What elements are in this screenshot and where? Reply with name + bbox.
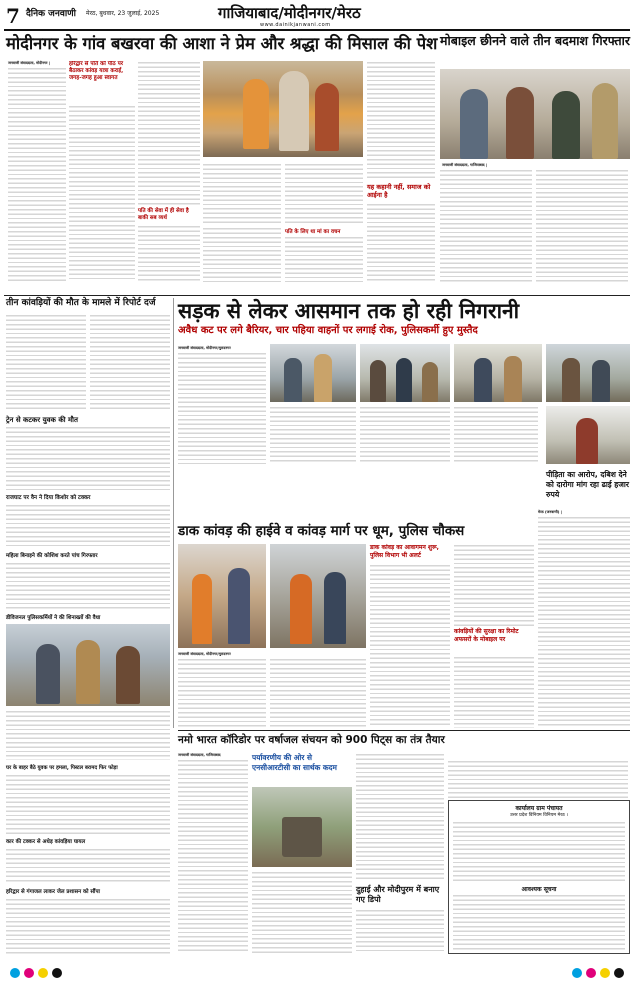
divider (178, 730, 630, 731)
lead-body-col6b (367, 203, 435, 282)
banner-subhead: अवैध कट पर लगे बैरियर, चार पहिया वाहनों पर लगाई रोक, पुलिसकर्मी हुए मुस्तैद (178, 325, 478, 336)
lead-kicker-box (69, 61, 135, 101)
lead-body-col6 (367, 61, 435, 179)
deaths-body-9 (6, 898, 170, 956)
page-number: 7 (6, 4, 20, 28)
corridor-body-5 (448, 760, 628, 798)
section-title: गाजियाबाद/मोदीनगर/मेरठ (218, 4, 361, 22)
divider (4, 295, 630, 296)
corridor-photo-pit (282, 817, 322, 857)
lead-photo-figure (279, 71, 309, 151)
notice-body-1 (453, 821, 625, 881)
corridor-body-1 (178, 759, 248, 954)
lead-body-col1 (8, 67, 66, 282)
deaths-body-7 (6, 774, 170, 834)
corridor-headline: नमो भारत कॉरिडोर पर वर्षाजल संचयन को 900 पिट्स का तंत्र तैयार (178, 734, 445, 746)
registration-mark (600, 968, 610, 978)
notice-heading: आवश्यक सूचना (521, 886, 557, 893)
banner-body-4 (454, 406, 538, 464)
notice-box (448, 800, 630, 954)
notice-body-2 (453, 894, 625, 950)
kanwar-subhead-2: कांवड़ियों की सुरक्षा का रिमोट अफसरों के मोबाइल पर (454, 628, 519, 643)
lead-body-col4b (203, 227, 281, 282)
paper-name: दैनिक जनवाणी (26, 9, 76, 19)
banner-photo-1 (270, 344, 356, 402)
mobile-body-col2 (536, 169, 628, 283)
kanwar-photo-figure (228, 568, 250, 644)
banner-photo-figure (592, 360, 610, 402)
registration-mark (38, 968, 48, 978)
deaths-subhead-2: राजघाट पर वैन ने दिया किशोर को टक्कर (6, 495, 91, 501)
lead-subhead-2: पति के लिए था मां का वचन (285, 229, 341, 235)
banner-body-2 (270, 406, 356, 464)
dowry-headline: पीड़िता का आरोप, दबिश देने को दारोगा मांग रहा ढाई हजार रुपये (546, 470, 629, 499)
mobile-headline: मोबाइल छीनने वाले तीन बदमाश गिरफ्तार (440, 33, 630, 48)
kanwar-story (178, 522, 534, 728)
lead-kicker: हरिद्वार से पति को पीठ पर बैठाकर कांवड़ यात्रा कराई, जगह-जगह हुआ स्वागत (69, 61, 124, 81)
kanwar-body-1 (178, 658, 266, 728)
kanwar-photo-figure (192, 574, 212, 644)
kanwar-photo-figure (324, 572, 346, 644)
banner-photo-3 (454, 344, 542, 402)
corridor-bottom-headline: दुहाई और मोदीपुरम में बनाए गए डिपो (356, 885, 440, 904)
banner-photo-5 (546, 406, 630, 464)
kanwar-body-5 (454, 656, 534, 728)
notice-subtitle: उत्तर प्रदेश विनियम विनियम मेरठ । (510, 813, 568, 818)
mobile-photo-figure (460, 89, 488, 159)
kanwar-subhead-1: डाक कांवड़ का आवागमन शुरू, पुलिस विभाग भी अलर्ट (370, 544, 439, 559)
lead-body-col3b (138, 225, 200, 282)
lead-headline: मोदीनगर के गांव बखरवा की आशा ने प्रेम और श्रद्धा की मिसाल की पेश (6, 34, 438, 53)
banner-photo-figure (396, 358, 412, 402)
masthead-rule (4, 29, 630, 31)
lead-body-col3 (138, 61, 200, 207)
lead-body-col5 (285, 163, 363, 223)
deaths-subhead-4: डीविजनल पुलिसकर्मियों ने की शिनाख्तों की वैधा (6, 615, 101, 621)
banner-photo-figure (504, 356, 522, 402)
corridor-photo (252, 787, 352, 867)
corridor-byline: जनवाणी संवाददाता, गाजियाबाद (178, 753, 221, 757)
lead-story (6, 33, 436, 293)
notice-title: कार्यालय ग्राम पंचायत (515, 805, 563, 812)
deaths-photo-figure (36, 644, 60, 704)
corridor-body-2 (252, 871, 352, 954)
deaths-subhead-1: ट्रेन से कटकर युवक की मौत (6, 416, 78, 424)
kanwar-headline: डाक कांवड़ की हाईवे व कांवड़ मार्ग पर धूम, पुलिस चौकस (178, 523, 465, 539)
kanwar-photo-2 (270, 544, 366, 648)
deaths-subhead-3: महिला बिनाइने की कोशिश करते पांच गिरफ्तार (6, 553, 98, 559)
masthead (0, 0, 634, 30)
lead-subhead-1: पति की सेवा में ही सेवा है बाकी सब व्यर्थ (138, 208, 189, 221)
banner-photo-figure (474, 358, 492, 402)
banner-photo-figure (370, 360, 386, 402)
banner-body-3 (360, 406, 450, 464)
mobile-photo-figure (552, 91, 580, 159)
deaths-body-6 (6, 710, 170, 760)
registration-mark (24, 968, 34, 978)
banner-headline: सड़क से लेकर आसमान तक हो रही निगरानी (178, 299, 520, 323)
lead-byline: जनवाणी संवाददाता, मोदीनगर | (8, 61, 51, 65)
banner-photo-4 (546, 344, 630, 402)
deaths-body-1 (6, 314, 86, 412)
deaths-story (6, 298, 170, 956)
kanwar-byline: जनवाणी संवाददाता, मोदीनगर/मुरादनगर (178, 652, 231, 656)
kanwar-photo-figure (290, 574, 312, 644)
deaths-subhead-5: घर के बाहर बैठे युवक पर हमला, पिस्टल बरामद फिर फोड़ा (6, 765, 118, 771)
corridor-body-3 (356, 753, 444, 881)
deaths-body-3 (6, 426, 170, 490)
dowry-story (538, 510, 630, 728)
mobile-body-col1 (440, 169, 532, 283)
lead-photo-figure (315, 83, 339, 151)
lead-body-col5b (285, 236, 363, 282)
corridor-side-headline: पर्यावरणीय की ओर से एनसीआरटीसी का सार्थक कदम (252, 753, 337, 772)
deaths-headline: तीन कांवड़ियों की मौत के मामले में रिपोर्ट दर्ज (6, 298, 156, 308)
column-rule (173, 298, 174, 728)
banner-photo-figure (284, 358, 302, 402)
lead-subhead-3: यह कहानी नहीं, समाज को आईना है (367, 183, 431, 199)
deaths-body-5 (6, 562, 170, 610)
banner-photo-2 (360, 344, 450, 402)
deaths-photo (6, 624, 170, 706)
deaths-subhead-6: कार की टक्कर से अधेड़ कांवड़िया घायल (6, 839, 86, 845)
kanwar-body-3 (370, 564, 450, 728)
mobile-photo-figure (506, 87, 534, 159)
corridor-body-4 (356, 909, 444, 954)
lead-body-col4 (203, 163, 281, 223)
registration-mark (586, 968, 596, 978)
registration-mark (10, 968, 20, 978)
kanwar-body-2 (270, 658, 366, 728)
registration-mark (614, 968, 624, 978)
mobile-photo-figure (592, 83, 618, 159)
lead-photo-figure (243, 79, 269, 149)
mobile-photo (440, 69, 630, 159)
kanwar-photo-1 (178, 544, 266, 648)
dowry-byline: मेरठ (जनवाणी) | (538, 510, 562, 514)
site-url: www.dainikjanwani.com (260, 22, 331, 28)
banner-body-1 (178, 352, 266, 464)
deaths-photo-figure (76, 640, 100, 704)
dateline: मेरठ, बुधवार, 23 जुलाई, 2025 (86, 10, 160, 17)
dowry-body (538, 516, 630, 728)
banner-photo-figure (422, 362, 438, 402)
mobile-story (440, 33, 630, 293)
deaths-body-2 (90, 314, 170, 412)
banner-photo-figure (562, 358, 580, 402)
banner-byline: जनवाणी संवाददाता, मोदीनगर/मुरादनगर (178, 346, 231, 350)
deaths-photo-figure (116, 646, 140, 704)
banner-photo-figure (314, 354, 332, 402)
deaths-subhead-7: हरिद्वार से गंगाजल लाकर जेल प्रशासन को सौंपा (6, 889, 100, 895)
mobile-byline: जनवाणी संवाददाता, गाजियाबाद | (442, 163, 488, 167)
lead-photo (203, 61, 363, 157)
banner-story (178, 298, 630, 520)
lead-body-col2 (69, 105, 135, 282)
deaths-body-8 (6, 848, 170, 884)
registration-strip (0, 960, 634, 988)
registration-mark (52, 968, 62, 978)
registration-mark (572, 968, 582, 978)
deaths-body-4 (6, 504, 170, 548)
kanwar-body-4 (454, 544, 534, 626)
banner-photo-figure (576, 418, 598, 464)
